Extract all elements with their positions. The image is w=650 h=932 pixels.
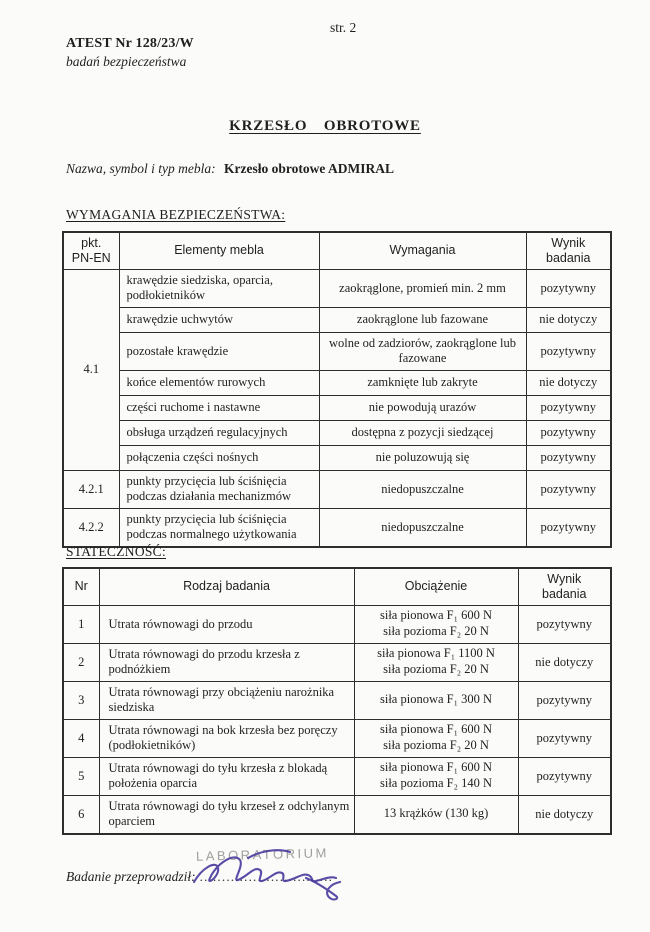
table-row: [63, 643, 611, 681]
safety-group-41: 4.1: [63, 269, 119, 470]
load-line2: siła pozioma F₂ 20 N: [383, 662, 489, 676]
stability-col-result: [518, 568, 611, 605]
stability-section-heading: STATECZNOŚĆ:: [66, 544, 167, 559]
element-cell: połączenia części nośnych: [119, 445, 319, 470]
load-line1: siła pionowa F₁ 600 N: [380, 608, 492, 623]
table-row: [63, 307, 611, 332]
load-line1: siła pionowa F₁ 300 N: [380, 692, 492, 707]
result-cell: pozytywny: [526, 395, 611, 420]
laboratory-stamp: LABORATORIUM: [195, 845, 330, 864]
requirement-cell: zaokrąglone, promień min. 2 mm: [319, 269, 526, 307]
load-line1: siła pionowa F₁ 600 N: [380, 722, 492, 737]
table-row: [63, 470, 611, 508]
atest-subtitle: badań bezpieczeństwa: [66, 54, 187, 69]
safety-col-result-line2: badania: [546, 250, 591, 265]
nr-cell: 3: [63, 681, 99, 719]
result-cell: pozytywny: [518, 757, 611, 795]
signature-scribble: [188, 838, 373, 904]
load-cell: [354, 605, 518, 643]
stability-table: [62, 567, 612, 835]
element-cell: części ruchome i nastawne: [119, 395, 319, 420]
result-cell: pozytywny: [526, 269, 611, 307]
load-line2: siła pozioma F₂ 140 N: [380, 776, 492, 790]
requirement-cell: nie powodują urazów: [319, 395, 526, 420]
nr-cell: 5: [63, 757, 99, 795]
furniture-name-value: Krzesło obrotowe ADMIRAL: [224, 161, 394, 176]
atest-number: ATEST Nr 128/23/W: [66, 36, 194, 51]
test-type-cell: Utrata równowagi do przodu krzesła z podnóżkiem: [99, 643, 354, 681]
table-row: [63, 445, 611, 470]
furniture-name-label: Nazwa, symbol i typ mebla:: [66, 161, 216, 176]
nr-cell: 4: [63, 719, 99, 757]
safety-col-requirements: Wymagania: [319, 232, 526, 269]
safety-col-elements: Elementy mebla: [119, 232, 319, 269]
requirement-cell: zamknięte lub zakryte: [319, 370, 526, 395]
element-cell: obsługa urządzeń regulacyjnych: [119, 420, 319, 445]
load-cell: [354, 757, 518, 795]
document-title-row: [0, 117, 650, 135]
stability-col-result-line2: badania: [542, 586, 587, 601]
result-cell: pozytywny: [518, 681, 611, 719]
page-number: str. 2: [330, 20, 357, 35]
element-cell: krawędzie siedziska, oparcia, podłokietników: [119, 269, 319, 307]
requirement-cell: zaokrąglone lub fazowane: [319, 307, 526, 332]
table-row: [63, 719, 611, 757]
result-cell: nie dotyczy: [518, 795, 611, 834]
result-cell: pozytywny: [526, 332, 611, 370]
requirement-cell: wolne od zadziorów, zaokrąglone lub fazowane: [319, 332, 526, 370]
test-type-cell: Utrata równowagi na bok krzesła bez poręczy (podłokietników): [99, 719, 354, 757]
load-line1: siła pionowa F₁ 1100 N: [377, 646, 495, 661]
nr-cell: 2: [63, 643, 99, 681]
table-row: [63, 420, 611, 445]
safety-section-heading: WYMAGANIA BEZPIECZEŃSTWA:: [66, 207, 286, 222]
result-cell: nie dotyczy: [526, 307, 611, 332]
safety-col-pkt-line1: pkt.: [81, 236, 102, 250]
element-cell: punkty przycięcia lub ściśnięcia podczas normalnego użytkowania: [119, 508, 319, 547]
test-type-cell: Utrata równowagi do tyłu krzeseł z odchylanym oparciem: [99, 795, 354, 834]
load-cell: [354, 681, 518, 719]
table-row: [63, 395, 611, 420]
result-cell: pozytywny: [526, 508, 611, 547]
test-type-cell: Utrata równowagi przy obciążeniu narożnika siedziska: [99, 681, 354, 719]
stability-col-result-line1: Wynik: [547, 572, 582, 586]
safety-col-result-line1: Wynik: [551, 236, 586, 250]
element-cell: krawędzie uchwytów: [119, 307, 319, 332]
load-cell: [354, 719, 518, 757]
requirement-cell: niedopuszczalne: [319, 508, 526, 547]
load-line1: siła pionowa F₁ 600 N: [380, 760, 492, 775]
result-cell: pozytywny: [526, 470, 611, 508]
table-row: [63, 332, 611, 370]
examiner-label: Badanie przeprowadził:: [66, 869, 196, 884]
stability-col-type: Rodzaj badania: [99, 568, 354, 605]
element-cell: punkty przycięcia lub ściśnięcia podczas działania mechanizmów: [119, 470, 319, 508]
requirement-cell: dostępna z pozycji siedzącej: [319, 420, 526, 445]
signature-dotted-line: ..............................: [199, 869, 334, 884]
safety-col-pkt-line2: PN-EN: [71, 250, 111, 265]
element-cell: końce elementów rurowych: [119, 370, 319, 395]
nr-cell: 1: [63, 605, 99, 643]
result-cell: pozytywny: [518, 719, 611, 757]
load-cell: [354, 795, 518, 834]
requirement-cell: nie poluzowują się: [319, 445, 526, 470]
table-row: [63, 681, 611, 719]
load-line2: siła pozioma F₂ 20 N: [383, 624, 489, 638]
pkt-cell: 4.2.1: [63, 470, 119, 508]
result-cell: pozytywny: [526, 420, 611, 445]
document-title: KRZESŁO OBROTOWE: [229, 118, 421, 134]
table-row: [63, 269, 611, 307]
safety-col-pkt: [63, 232, 119, 269]
result-cell: pozytywny: [518, 605, 611, 643]
table-row: [63, 795, 611, 834]
load-cell: [354, 643, 518, 681]
test-type-cell: Utrata równowagi do przodu: [99, 605, 354, 643]
element-cell: pozostałe krawędzie: [119, 332, 319, 370]
safety-table-header-row: [63, 232, 611, 269]
stability-table-header-row: [63, 568, 611, 605]
stability-col-nr: Nr: [63, 568, 99, 605]
load-line2: siła pozioma F₂ 20 N: [383, 738, 489, 752]
stability-col-load: Obciążenie: [354, 568, 518, 605]
table-row: [63, 605, 611, 643]
pkt-cell: 4.2.2: [63, 508, 119, 547]
load-line1: 13 krążków (130 kg): [383, 806, 489, 821]
safety-requirements-table: [62, 231, 612, 548]
table-row: [63, 508, 611, 547]
table-row: [63, 757, 611, 795]
furniture-name-line: [66, 161, 394, 177]
result-cell: nie dotyczy: [518, 643, 611, 681]
result-cell: pozytywny: [526, 445, 611, 470]
test-type-cell: Utrata równowagi do tyłu krzesła z blokadą położenia oparcia: [99, 757, 354, 795]
requirement-cell: niedopuszczalne: [319, 470, 526, 508]
safety-col-result: [526, 232, 611, 269]
nr-cell: 6: [63, 795, 99, 834]
table-row: [63, 370, 611, 395]
result-cell: nie dotyczy: [526, 370, 611, 395]
